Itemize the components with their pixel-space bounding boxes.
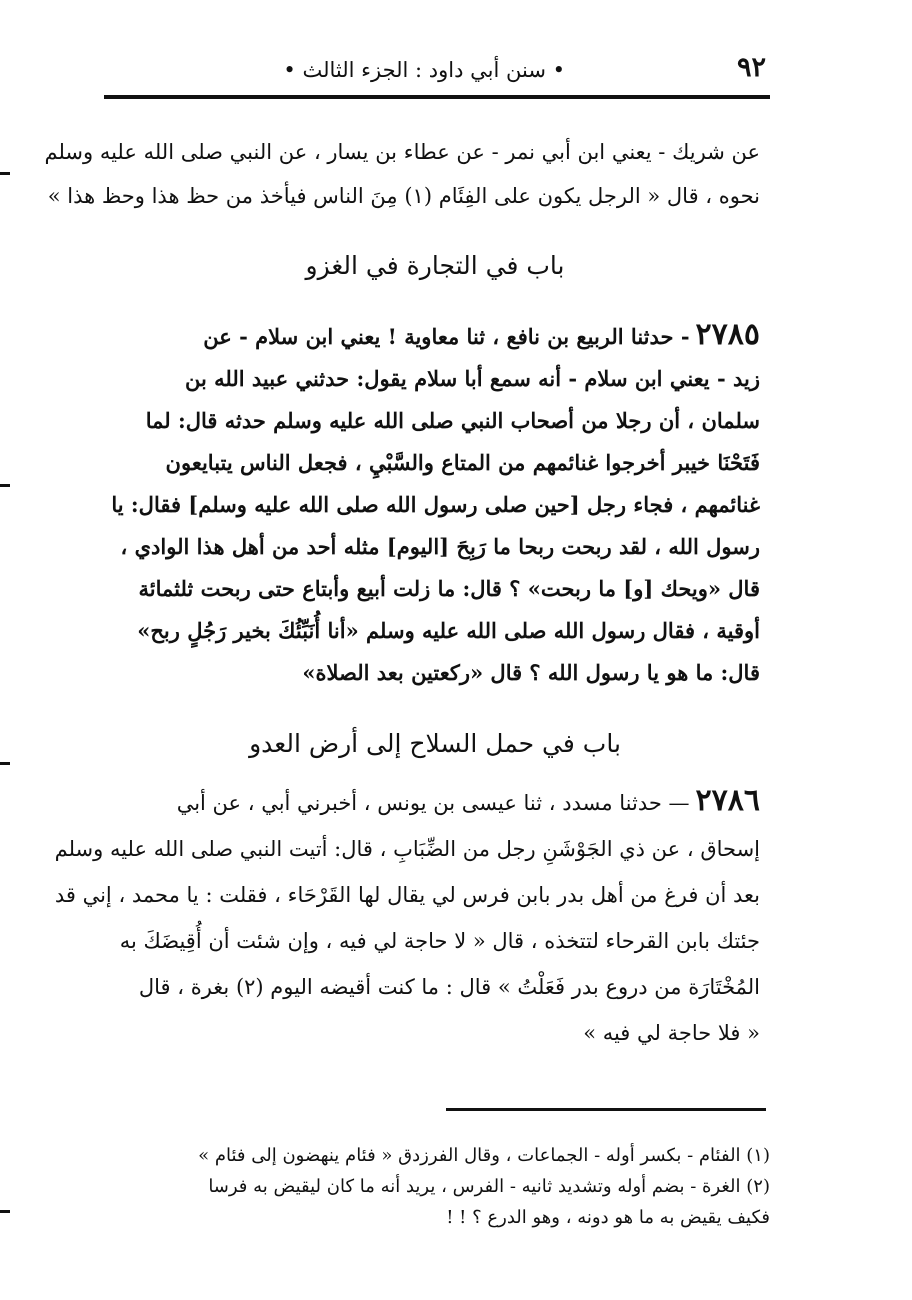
page-header bbox=[100, 52, 770, 96]
footnote-2-continued: فكيف يقيض به ما هو دونه ، وهو الدرع ؟ ! ! bbox=[446, 1207, 770, 1228]
text-line: المُخْتَارَة من دروع بدر فَعَلْتُ » قال : ما كنت أقيضه اليوم (٢) بغرة ، قال bbox=[138, 975, 760, 999]
section-heading-weapons: باب في حمل السلاح إلى أرض العدو bbox=[249, 729, 621, 758]
text-line: أوقية ، فقال رسول الله صلى الله عليه وسلم «أنا أُنَبِّئُكَ بخير رَجُلٍ ربح» bbox=[137, 618, 760, 643]
text-line: عن شريك - يعني ابن أبي نمر - عن عطاء بن يسار ، عن النبي صلى الله عليه وسلم bbox=[44, 140, 760, 164]
footnote-rule bbox=[446, 1108, 766, 1111]
running-title: • سنن أبي داود : الجزء الثالث • bbox=[283, 58, 565, 82]
hadith-text: — حدثنا مسدد ، ثنا عيسى بن يونس ، أخبرني أبي ، عن أبي bbox=[176, 791, 690, 815]
text-line: نحوه ، قال « الرجل يكون على الفِئَام (١) مِنَ الناس فيأخذ من حظ هذا وحظ هذا » bbox=[47, 184, 760, 208]
hadith-text: - حدثنا الربيع بن نافع ، ثنا معاوية ! يعني ابن سلام - عن bbox=[203, 324, 690, 349]
text-line bbox=[110, 314, 760, 358]
hadith-number: ٢٧٨٥ bbox=[695, 317, 760, 352]
text-line: غنائمهم ، فجاء رجل [حين صلى رسول الله صلى الله عليه وسلم] فقال: يا bbox=[111, 492, 760, 517]
text-line: فَتَحْنَا خيبر أخرجوا غنائمهم من المتاع والسَّبْيِ ، فجعل الناس يتبايعون bbox=[165, 450, 760, 475]
text-line: رسول الله ، لقد ربحت ربحا ما رَبِحَ [اليوم] مثله أحد من أهل هذا الوادي ، bbox=[120, 534, 760, 559]
footnotes bbox=[110, 1140, 770, 1233]
text-line: إسحاق ، عن ذي الجَوْشَنِ رجل من الضِّبَابِ ، قال: أتيت النبي صلى الله عليه وسلم bbox=[54, 837, 760, 861]
hadith-2786 bbox=[54, 778, 760, 1056]
footnote-2: (٢) الغرة - بضم أوله وتشديد ثانيه - الفرس ، يريد أنه ما كان ليقيض به فرسا bbox=[208, 1176, 770, 1197]
header-rule bbox=[104, 95, 770, 99]
margin-mark bbox=[0, 1210, 10, 1213]
text-line: قال «ويحك [و] ما ربحت» ؟ قال: ما زلت أبيع وأبتاع حتى ربحت ثلثمائة bbox=[138, 576, 760, 601]
intro-text bbox=[44, 130, 760, 218]
text-line: سلمان ، أن رجلا من أصحاب النبي صلى الله عليه وسلم حدثه قال: لما bbox=[145, 408, 760, 433]
margin-mark bbox=[0, 762, 10, 765]
text-line bbox=[110, 778, 760, 826]
hadith-2785 bbox=[110, 314, 760, 694]
text-line: « فلا حاجة لي فيه » bbox=[583, 1021, 760, 1045]
margin-mark bbox=[0, 484, 10, 487]
hadith-number: ٢٧٨٦ bbox=[695, 783, 760, 818]
text-line: قال: ما هو يا رسول الله ؟ قال «ركعتين بعد الصلاة» bbox=[302, 660, 760, 685]
footnote-1: (١) الفئام - بكسر أوله - الجماعات ، وقال الفرزدق « فئام ينهضون إلى فئام » bbox=[198, 1145, 770, 1166]
text-line: زيد - يعني ابن سلام - أنه سمع أبا سلام يقول: حدثني عبيد الله بن bbox=[185, 366, 760, 391]
text-line: جئتك بابن القرحاء لتتخذه ، قال « لا حاجة لي فيه ، وإن شئت أن أُقِيضَكَ به bbox=[119, 929, 760, 953]
margin-mark bbox=[0, 172, 10, 175]
text-line: بعد أن فرغ من أهل بدر بابن فرس لي يقال لها القَرْحَاء ، فقلت : يا محمد ، إني قد bbox=[54, 883, 760, 907]
page-number: ٩٢ bbox=[736, 52, 766, 83]
section-heading-trade: باب في التجارة في الغزو bbox=[305, 251, 565, 280]
